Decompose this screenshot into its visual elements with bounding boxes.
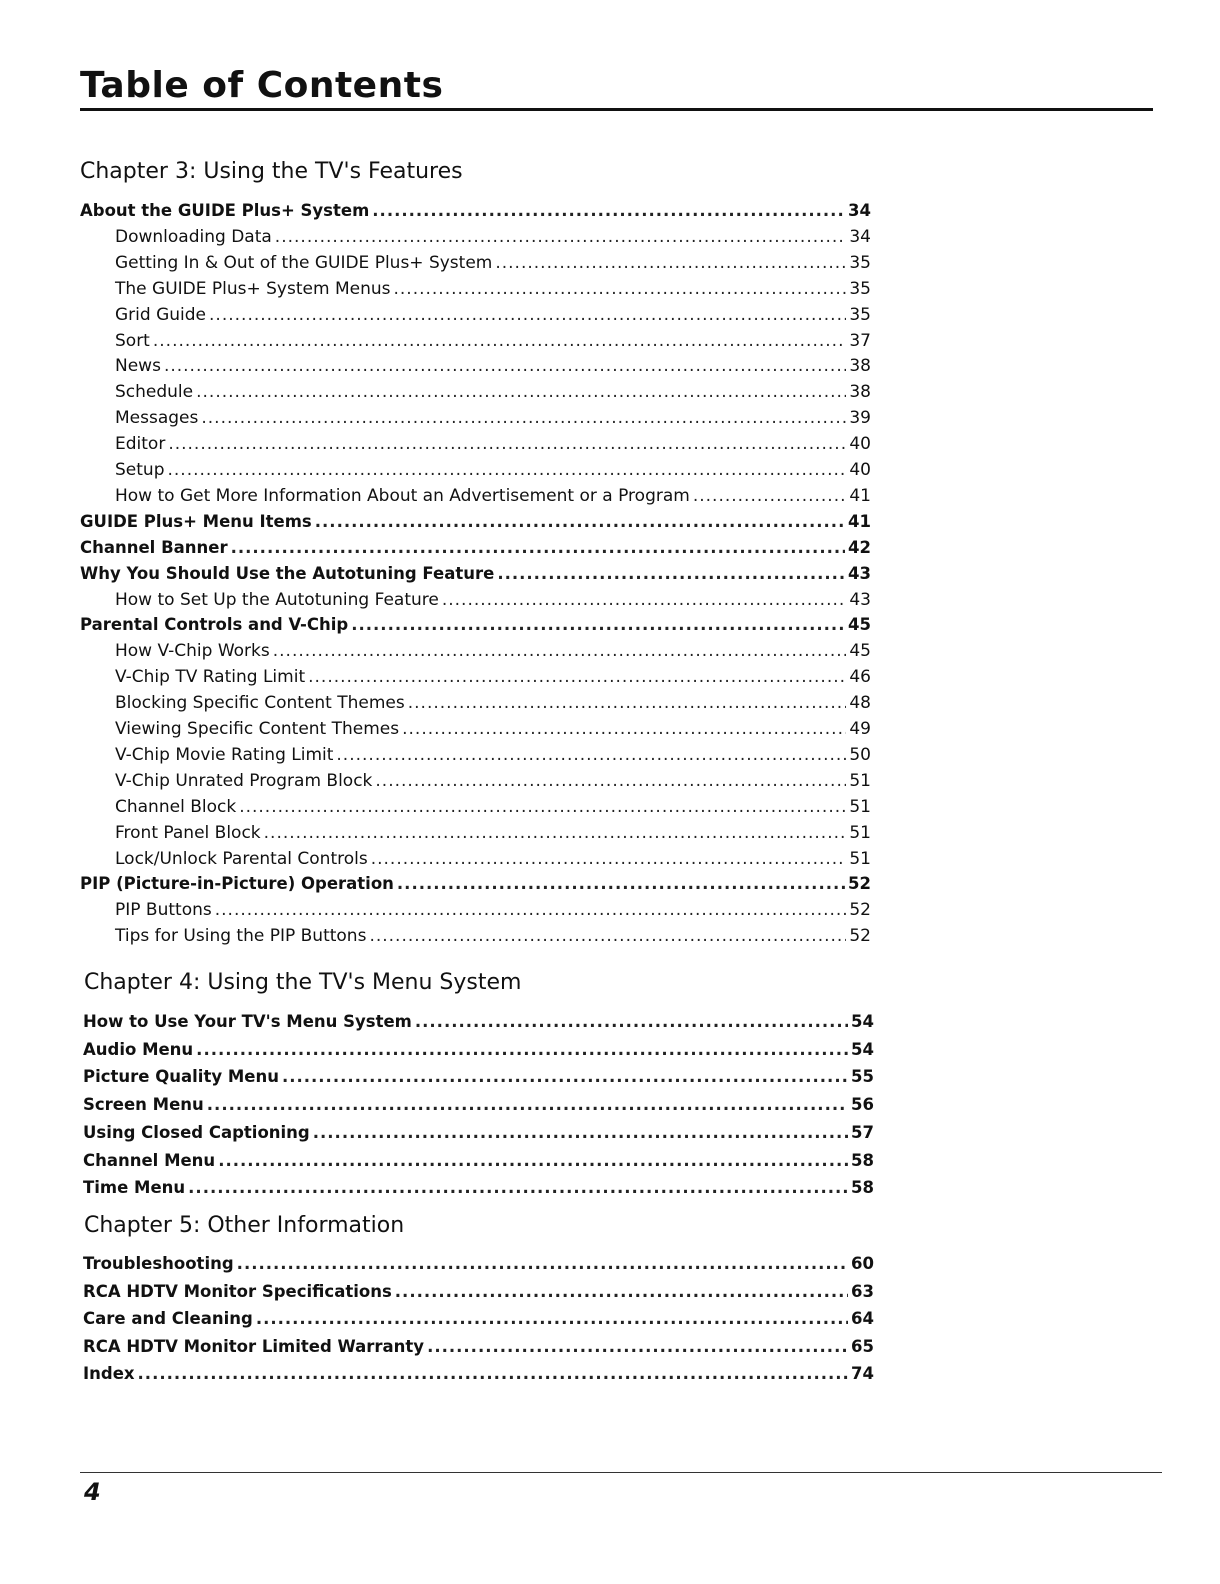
toc-entry-label: How to Use Your TV's Menu System [83,1012,412,1031]
footer-divider [80,1472,1162,1473]
toc-subentry[interactable] [80,405,871,431]
toc-entry-label: Picture Quality Menu [83,1067,279,1087]
toc-entry-label: RCA HDTV Monitor Specifications [83,1281,392,1301]
dot-leader [196,1037,848,1063]
toc-entry-label: How V-Chip Works [115,641,270,662]
dot-leader [264,820,847,846]
dot-leader [207,1092,848,1118]
dot-leader [495,250,846,276]
toc-subentry[interactable] [80,638,871,664]
dot-leader [308,664,846,690]
page-number: 4 [84,1478,101,1506]
dot-leader [315,509,845,535]
toc-entry-label: Index [83,1364,135,1384]
toc-entry-label: Front Panel Block [115,822,261,843]
toc-entry-page: 43 [848,563,871,583]
toc-entry-page: 45 [849,641,871,662]
toc-entry-page: 40 [849,460,871,480]
toc-entry-page: 50 [849,744,871,765]
toc-entry-label: Grid Guide [115,304,207,325]
toc-subentry[interactable] [80,587,871,613]
toc-entry-label: Messages [115,408,199,429]
dot-leader [218,1148,848,1174]
dot-leader [693,483,847,509]
toc-entry-label: Using Closed Captioning [83,1122,310,1142]
toc-entry-label: PIP Buttons [115,900,212,921]
toc-entry-label: News [115,356,161,377]
toc-subentry[interactable] [80,379,871,405]
dot-leader [273,638,847,664]
toc-entry-label: V-Chip Unrated Program Block [115,770,373,791]
dot-leader [196,379,846,405]
toc-entry[interactable] [83,1306,874,1332]
toc-entry-label: Getting In & Out of the GUIDE Plus+ System [115,252,493,273]
toc-entry-page: 63 [851,1281,874,1301]
toc-subentry[interactable] [80,768,871,794]
toc-entry-page: 60 [851,1254,874,1273]
toc-entry-page: 51 [849,848,871,869]
toc-entry-page: 40 [849,434,871,455]
toc-entry-page: 51 [849,796,871,817]
dot-leader [369,923,846,949]
dot-leader [402,716,846,742]
dot-leader [497,561,845,587]
toc-entry-label: Downloading Data [115,226,272,247]
toc-entry[interactable] [83,1092,874,1118]
toc-entry-label: Lock/Unlock Parental Controls [115,848,368,869]
dot-leader [351,612,845,638]
dot-leader [237,1251,848,1277]
toc-subentry[interactable] [80,276,871,302]
toc-entry-page: 58 [851,1178,874,1198]
toc-entry[interactable] [83,1064,874,1090]
toc-entry-label: Schedule [115,382,194,403]
dot-leader [375,768,846,794]
toc-entry-label: V-Chip Movie Rating Limit [115,744,334,765]
toc-entry-page: 57 [851,1122,874,1142]
toc-entry-label: Time Menu [83,1178,186,1198]
toc-entry[interactable] [83,1120,874,1146]
dot-leader [313,1120,848,1146]
toc-entry-page: 58 [851,1150,874,1170]
toc-subentry[interactable] [80,664,871,690]
dot-leader [372,198,845,224]
toc-entry[interactable] [83,1037,874,1063]
toc-subentry[interactable] [80,353,871,379]
toc-entry-label: Channel Block [115,796,237,817]
toc-entry-label: Sort [115,330,150,351]
toc-subentry[interactable] [80,794,871,820]
toc-entry-page: 65 [851,1336,874,1356]
toc-entry-page: 38 [849,356,871,377]
toc-subentry[interactable] [80,328,871,354]
chapter-heading: Chapter 3: Using the TV's Features [80,159,463,184]
toc-entry[interactable] [83,1175,874,1201]
dot-leader [397,871,845,897]
toc-entry-page: 37 [849,330,871,351]
dot-leader [231,535,845,561]
toc-entry-label: Audio Menu [83,1039,194,1059]
toc-entry-page: 41 [848,511,871,531]
toc-entry[interactable] [80,561,871,587]
toc-entry-page: 46 [849,667,871,688]
toc-entry[interactable] [83,1148,874,1174]
toc-subentry[interactable] [80,897,871,923]
dot-leader [209,302,846,328]
toc-entry-page: 35 [849,252,871,273]
toc-entry-page: 43 [849,589,871,610]
dot-leader [188,1175,848,1201]
toc-entry-label: Why You Should Use the Autotuning Feature [80,563,495,583]
toc-entry-label: PIP (Picture-in-Picture) Operation [80,874,394,894]
dot-leader [275,224,847,250]
toc-entry-page: 52 [848,874,871,894]
toc-entry[interactable] [83,1334,874,1360]
dot-leader [336,742,846,768]
dot-leader [256,1306,848,1332]
dot-leader [408,690,847,716]
toc-subentry[interactable] [80,224,871,250]
toc-entry-label: Care and Cleaning [83,1309,253,1329]
dot-leader [239,794,846,820]
toc-entry-page: 38 [849,382,871,403]
toc-entry-label: Tips for Using the PIP Buttons [115,926,367,947]
toc-entry-label: About the GUIDE Plus+ System [80,201,370,220]
toc-entry-page: 35 [849,304,871,325]
toc-entry-page: 45 [848,615,871,635]
toc-entry-page: 34 [848,201,871,220]
toc-entry-label: Blocking Specific Content Themes [115,693,405,714]
toc-entry-page: 56 [851,1095,874,1115]
dot-leader [167,457,846,483]
toc-entry-page: 51 [849,770,871,791]
toc-subentry[interactable] [80,690,871,716]
dot-leader [371,846,847,872]
toc-entry[interactable] [83,1009,874,1035]
dot-leader [395,1279,848,1305]
toc-subentry[interactable] [80,431,871,457]
toc-entry-page: 41 [849,485,871,506]
toc-entry-label: V-Chip TV Rating Limit [115,667,306,688]
toc-entry[interactable] [80,535,871,561]
toc-entry-page: 39 [849,408,871,429]
toc-entry-page: 52 [849,926,871,947]
dot-leader [201,405,846,431]
toc-subentry[interactable] [80,820,871,846]
toc-entry[interactable] [83,1361,874,1387]
toc-entry-label: How to Set Up the Autotuning Feature [115,589,439,610]
toc-entry-label: How to Get More Information About an Advertisement or a Program [115,485,690,506]
toc-entry[interactable] [83,1279,874,1305]
toc-entry-label: Parental Controls and V-Chip [80,615,349,635]
toc-subentry[interactable] [80,742,871,768]
dot-leader [168,431,846,457]
toc-entry-label: Troubleshooting [83,1254,234,1273]
toc-entry-page: 54 [851,1039,874,1059]
toc-subentry[interactable] [80,716,871,742]
toc-entry-page: 54 [851,1012,874,1031]
toc-entry-page: 48 [849,693,871,714]
toc-entry-label: Screen Menu [83,1095,204,1115]
toc-entry[interactable] [80,612,871,638]
toc-subentry[interactable] [80,846,871,872]
dot-leader [138,1361,849,1387]
toc-entry-page: 49 [849,719,871,739]
toc-entry-label: Channel Menu [83,1150,216,1170]
toc-entry-page: 34 [849,226,871,247]
dot-leader [427,1334,848,1360]
toc-entry[interactable] [80,198,871,224]
dot-leader [215,897,847,923]
toc-entry-page: 51 [849,822,871,843]
dot-leader [153,328,847,354]
toc-entry-label: RCA HDTV Monitor Limited Warranty [83,1336,425,1356]
toc-subentry[interactable] [80,457,871,483]
toc-entry-label: Channel Banner [80,537,228,557]
dot-leader [442,587,847,613]
dot-leader [164,353,846,379]
page-title: Table of Contents [80,65,444,106]
toc-entry-page: 35 [849,278,871,299]
dot-leader [282,1064,848,1090]
toc-entry-page: 64 [851,1309,874,1329]
toc-entry-page: 55 [851,1067,874,1087]
toc-subentry[interactable] [80,923,871,949]
toc-entry-label: GUIDE Plus+ Menu Items [80,511,312,531]
toc-entry-page: 42 [848,537,871,557]
toc-subentry[interactable] [80,483,871,509]
chapter-heading: Chapter 5: Other Information [84,1213,405,1238]
toc-entry[interactable] [80,509,871,535]
toc-entry-label: The GUIDE Plus+ System Menus [115,278,391,299]
title-divider [80,108,1153,111]
dot-leader [393,276,846,302]
dot-leader [415,1009,848,1035]
toc-entry-page: 74 [851,1364,874,1384]
toc-subentry[interactable] [80,302,871,328]
chapter-heading: Chapter 4: Using the TV's Menu System [84,970,522,995]
toc-entry-label: Viewing Specific Content Themes [115,719,400,739]
toc-entry-label: Setup [115,460,165,480]
toc-entry-page: 52 [849,900,871,921]
toc-entry[interactable] [83,1251,874,1277]
toc-entry-label: Editor [115,434,166,455]
toc-entry[interactable] [80,871,871,897]
toc-subentry[interactable] [80,250,871,276]
